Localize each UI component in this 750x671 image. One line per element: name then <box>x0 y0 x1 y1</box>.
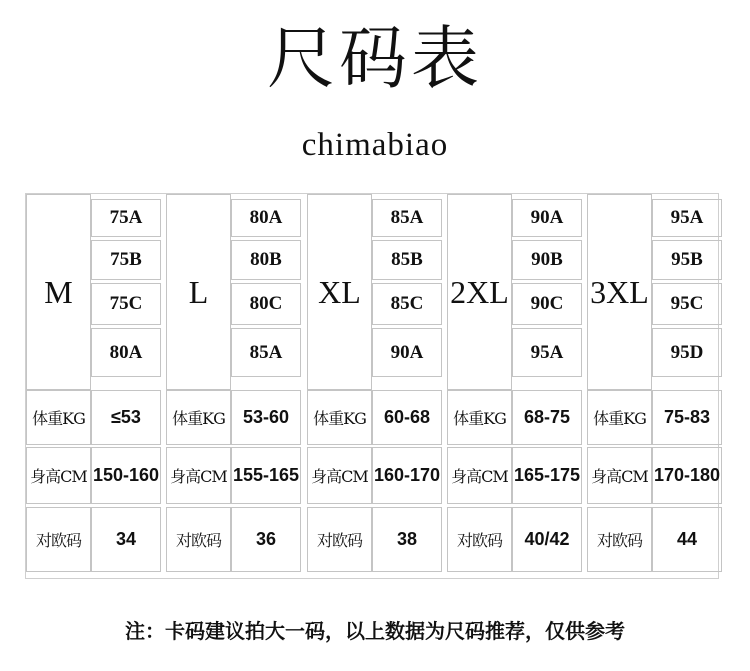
value-eu: 36 <box>231 507 301 572</box>
row-label-weight: 体重KG <box>447 390 512 445</box>
cup-cell: 95B <box>652 240 722 280</box>
size-name: 3XL <box>587 194 652 390</box>
page-title: 尺码表 <box>266 20 483 99</box>
value-eu: 38 <box>372 507 442 572</box>
cup-cell: 95D <box>652 328 722 377</box>
row-label-eu: 对欧码 <box>26 507 91 572</box>
value-height: 170-180 <box>652 447 722 504</box>
cup-cell: 90C <box>512 283 582 325</box>
row-label-weight: 体重KG <box>307 390 372 445</box>
size-name: XL <box>307 194 372 390</box>
size-name: 2XL <box>447 194 512 390</box>
cup-cell: 95A <box>652 199 722 237</box>
cup-cell: 95C <box>652 283 722 325</box>
page-subtitle: chimabiao <box>301 127 449 163</box>
row-label-eu: 对欧码 <box>307 507 372 572</box>
cup-cell: 85A <box>231 328 301 377</box>
value-eu: 34 <box>91 507 161 572</box>
value-height: 160-170 <box>372 447 442 504</box>
value-weight: 68-75 <box>512 390 582 445</box>
cup-cell: 80A <box>231 199 301 237</box>
row-label-height: 身高CM <box>447 447 512 504</box>
value-height: 150-160 <box>91 447 161 504</box>
cup-cell: 80A <box>91 328 161 377</box>
row-label-eu: 对欧码 <box>447 507 512 572</box>
value-height: 165-175 <box>512 447 582 504</box>
cup-cell: 75C <box>91 283 161 325</box>
cup-cell: 90B <box>512 240 582 280</box>
row-label-eu: 对欧码 <box>587 507 652 572</box>
cup-cell: 80C <box>231 283 301 325</box>
row-label-weight: 体重KG <box>587 390 652 445</box>
cup-cell: 90A <box>372 328 442 377</box>
size-chart-table <box>25 193 719 579</box>
row-label-height: 身高CM <box>166 447 231 504</box>
value-weight: 53-60 <box>231 390 301 445</box>
cup-cell: 85A <box>372 199 442 237</box>
row-label-eu: 对欧码 <box>166 507 231 572</box>
value-weight: ≤53 <box>91 390 161 445</box>
value-weight: 60-68 <box>372 390 442 445</box>
size-name: L <box>166 194 231 390</box>
cup-cell: 85C <box>372 283 442 325</box>
value-height: 155-165 <box>231 447 301 504</box>
row-label-weight: 体重KG <box>26 390 91 445</box>
cup-cell: 75A <box>91 199 161 237</box>
cup-cell: 75B <box>91 240 161 280</box>
value-eu: 40/42 <box>512 507 582 572</box>
cup-cell: 80B <box>231 240 301 280</box>
row-label-height: 身高CM <box>587 447 652 504</box>
cup-cell: 90A <box>512 199 582 237</box>
row-label-height: 身高CM <box>307 447 372 504</box>
cup-cell: 95A <box>512 328 582 377</box>
cup-cell: 85B <box>372 240 442 280</box>
value-eu: 44 <box>652 507 722 572</box>
footnote: 注：卡码建议拍大一码，以上数据为尺码推荐，仅供参考 <box>125 619 625 643</box>
row-label-height: 身高CM <box>26 447 91 504</box>
value-weight: 75-83 <box>652 390 722 445</box>
row-label-weight: 体重KG <box>166 390 231 445</box>
size-name: M <box>26 194 91 390</box>
